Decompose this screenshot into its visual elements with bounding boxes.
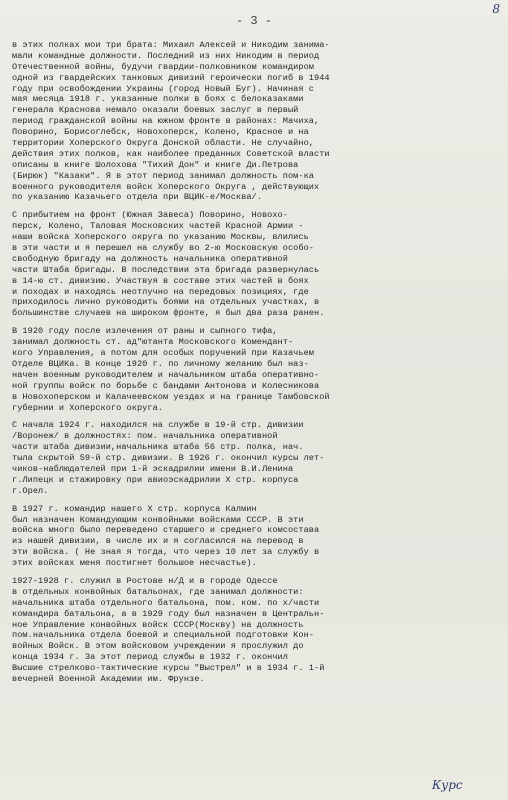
- text-line: губернии и Хоперского округа.: [12, 402, 164, 413]
- text-line: территории Хоперского Округа Донской области. Не случайно,: [12, 138, 315, 149]
- text-line: наши войска Хоперского округа по указанию Москвы, влились: [12, 232, 309, 243]
- text-line: действия этих полков, как наиболее преданных Советской власти: [12, 148, 330, 159]
- text-line: войных Войск. В этом войсковом учреждении я прослужил до: [12, 641, 304, 652]
- text-line: Высшие стрелково-тактические курсы "Выстрел" и в 1934 г. 1-й: [12, 663, 325, 674]
- text-line: генерала Краснова немало оказали боевых заслуг в первый: [12, 105, 299, 116]
- text-line: пом.начальника отдела боевой и специальной подготовки Кон-: [12, 630, 315, 641]
- text-line: ное Управление конвойных войск СССР(Москву) на должность: [12, 619, 304, 630]
- text-line: большинстве случаев на широком фронте, я был два раза ранен.: [12, 308, 325, 319]
- text-line: этих войсках меня постигнет большое несчастье).: [12, 558, 257, 569]
- text-line: в Новохоперском и Калачеевском уездах и на границе Тамбовской: [12, 391, 330, 402]
- text-line: в 14-ю ст. дивизию. Участвуя в составе этих частей в боях: [12, 275, 309, 286]
- text-line: тыла скрытой 59-й стр. дивизии. В 1926 г. окончил курсы лет-: [12, 453, 325, 464]
- text-line: Отделе ВЦИКа. В конце 1920 г. по личному желанию был наз-: [12, 358, 309, 369]
- text-line: мали командные должности. Последний из них Никодим в период: [12, 50, 320, 61]
- text-line: чиков-наблюдателей при 1-й эскадрилии имени В.И.Ленина: [12, 463, 294, 474]
- text-line: части штаба дивизии,начальника штаба 56 стр. полка, нач.: [12, 442, 304, 453]
- text-line: вечерней Военной Академии им. Фрунзе.: [12, 673, 205, 684]
- paragraph-gap: [12, 569, 502, 576]
- text-line: (Бирюк) "Казаки". Я в этот период занимал должность пом-ка: [12, 170, 315, 181]
- text-line: г.Орел.: [12, 485, 49, 496]
- text-line: части Штаба бригады. В последствии эта бригада развернулась: [12, 264, 320, 275]
- text-line: приходилось лично руководить боями на отдельных участках, в: [12, 297, 320, 308]
- text-line: перск, Колено, Таловая Московских частей Красной Армии -: [12, 221, 304, 232]
- paragraph: [12, 326, 502, 413]
- paragraph: [12, 40, 502, 203]
- text-line: занимал должность ст. ад"ютанта Московского Комендант-: [12, 337, 294, 348]
- text-line: начальника штаба отдельного батальона, пом. ком. по х/части: [12, 597, 320, 608]
- text-line: по указанию Казачьего отдела при ВЦИК-е/Москва/.: [12, 192, 262, 203]
- text-line: период гражданской войны на южном фронте в районах: Мачиха,: [12, 116, 320, 127]
- text-line: свободную бригаду на должность начальника оперативной: [12, 253, 288, 264]
- text-line: из нашей дивизии, в числе их и я согласился на перевод в: [12, 536, 304, 547]
- paragraph: [12, 420, 502, 496]
- text-line: году при освобождении Украины (город Новый Буг). Начиная с: [12, 83, 315, 94]
- page-number: - 3 -: [235, 14, 272, 28]
- text-line: Отечественной войны, будучи гвардии-полковником командиром: [12, 61, 315, 72]
- paragraph-gap: [12, 497, 502, 504]
- handwritten-page-mark: 8: [492, 2, 500, 16]
- text-line: командира батальона, а в 1929 году был назначен в Центральн-: [12, 608, 325, 619]
- paragraph-gap: [12, 203, 502, 210]
- text-line: в отдельных конвойных батальонах, где занимал должности:: [12, 586, 304, 597]
- text-line: конца 1934 г. За этот период службы в 1932 г. окончил: [12, 652, 288, 663]
- text-line: войска много было переведено старшего и среднего комсостава: [12, 525, 320, 536]
- text-line: в этих полках мои три брата: Михаил Алексей и Никодим занима-: [12, 40, 330, 50]
- text-line: С прибытием на фронт (Южная Завеса) Поворино, Новохо-: [12, 210, 288, 221]
- paragraph: [12, 576, 502, 685]
- paragraph-gap: [12, 413, 502, 420]
- document-body: [12, 40, 502, 685]
- text-line: С начала 1924 г. находился на службе в 19-й стр. дивизии: [12, 420, 304, 431]
- text-line: эти войска. ( Не зная я тогда, что через 10 лет за службу в: [12, 547, 320, 558]
- text-line: кого Управления, а потом для особых поручений при Казачьем: [12, 348, 315, 359]
- text-line: В 1927 г. командир нашего Х стр. корпуса Калмин: [12, 503, 257, 514]
- handwritten-margin-note: Курс: [432, 778, 463, 792]
- text-line: и походах и находясь неотлучно на передовых позициях, где: [12, 286, 309, 297]
- text-line: ной группы войск по борьбе с бандами Антонова и Колесникова: [12, 380, 320, 391]
- text-line: 1927-1928 г. служил в Ростове н/Д и в городе Одессе: [12, 575, 278, 586]
- text-line: г.Липецк и стажировку при авиоэскадрилии Х стр. корпуса: [12, 474, 299, 485]
- text-line: одной из гвардейских танковых дивизий героически погиб в 1944: [12, 72, 330, 83]
- text-line: мая месяца 1918 г. указанные полки в боях с белоказаками: [12, 94, 304, 105]
- text-line: Поворино, Борисоглебск, Новохоперск, Колено, Красное и на: [12, 127, 309, 138]
- paragraph-gap: [12, 319, 502, 326]
- text-line: военного руководителя войск Хоперского Округа , действующих: [12, 181, 320, 192]
- paragraph: [12, 210, 502, 319]
- paragraph: [12, 504, 502, 569]
- text-line: описаны в книге Шолохова "Тихий Дон" и книге Ди.Петрова: [12, 159, 299, 170]
- text-line: /Воронеж/ в должностях: пом. начальника оперативной: [12, 431, 278, 442]
- text-line: начен военным руководителем и начальником штаба оперативно-: [12, 369, 320, 380]
- text-line: был назначен Командующим конвойными войсками СССР. В эти: [12, 514, 304, 525]
- text-line: в эти части и я перешел на службу во 2-ю Московскую особо-: [12, 243, 315, 254]
- text-line: В 1920 году после излечения от раны и сыпного тифа,: [12, 326, 278, 337]
